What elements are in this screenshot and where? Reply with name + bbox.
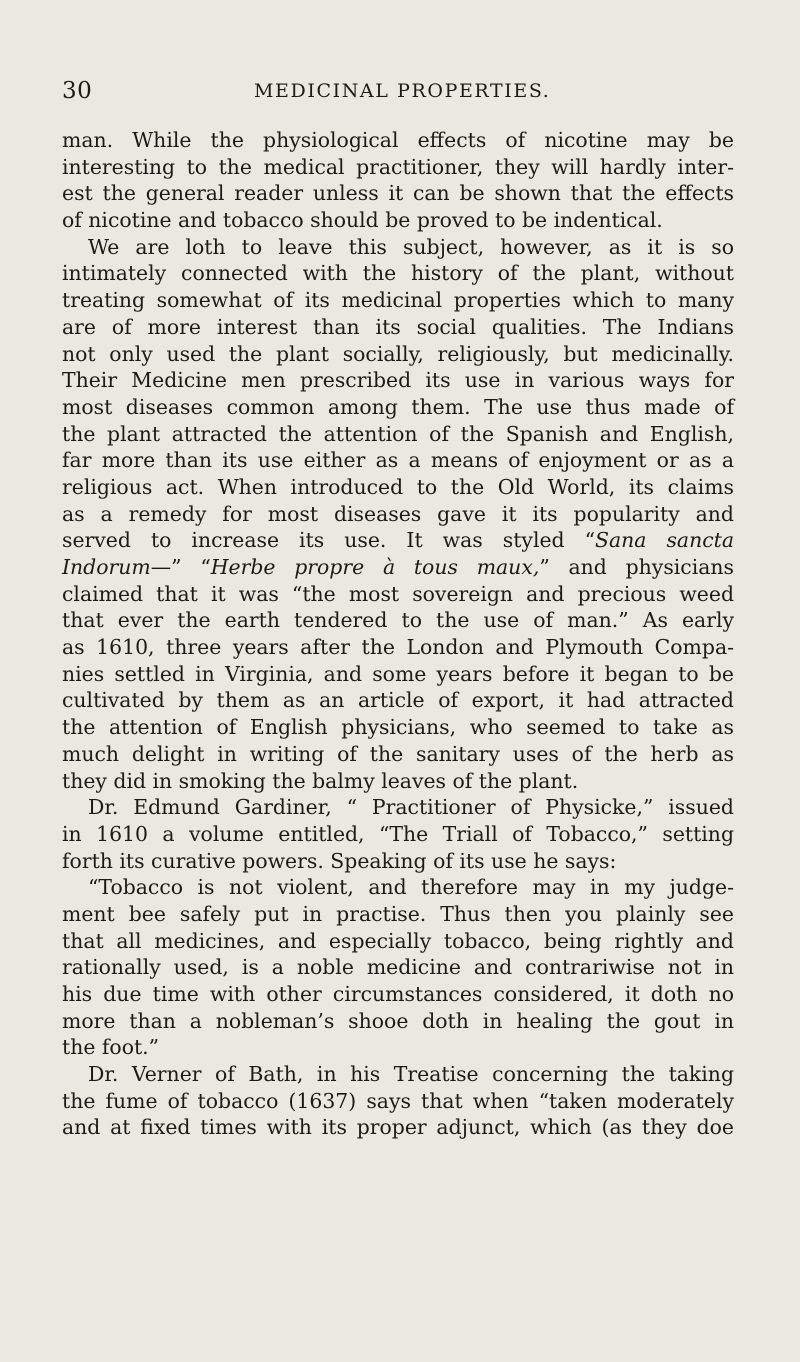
text-line: intimately connected with the history of the plant, without <box>62 261 734 286</box>
text-line: in 1610 a volume entitled, “The Triall of Tobacco,” setting <box>62 821 734 846</box>
text-line: as a remedy for most diseases gave it its popularity and <box>62 501 734 526</box>
text-line: Their Medicine men prescribed its use in various ways for <box>62 368 734 393</box>
text-line: rationally used, is a noble medicine and contrariwise not in <box>62 955 734 980</box>
text-line: ment bee safely put in practise. Thus then you plainly see <box>62 901 734 926</box>
page-header <box>62 78 722 110</box>
text-line: and at fixed times with its proper adjunct, which (as they doe <box>62 1115 734 1140</box>
text-line: are of more interest than its social qualities. The Indians <box>62 314 734 339</box>
text-line: that all medicines, and especially tobacco, being rightly and <box>62 928 734 953</box>
text-line: religious act. When introduced to the Old World, its claims <box>62 474 734 499</box>
text-line: est the general reader unless it can be shown that the effects <box>62 181 734 206</box>
text-line: the attention of English physicians, who seemed to take as <box>62 715 734 740</box>
text-line: forth its curative powers. Speaking of its use he says: <box>62 848 617 873</box>
text-line: the fume of tobacco (1637) says that when “taken moderately <box>62 1088 734 1113</box>
running-head: MEDICINAL PROPERTIES. <box>254 80 551 102</box>
text-line: nies settled in Virginia, and some years before it began to be <box>62 661 734 686</box>
text-line: Dr. Edmund Gardiner, “ Practitioner of Physicke,” issued <box>88 795 734 820</box>
text-line: “Tobacco is not violent, and therefore may in my judge- <box>88 875 734 900</box>
text-line: that ever the earth tendered to the use of man.” As early <box>62 608 734 633</box>
text-line: the plant attracted the attention of the Spanish and English, <box>62 421 734 446</box>
text-line: as 1610, three years after the London and Plymouth Compa- <box>62 635 734 660</box>
text-line: most diseases common among them. The use thus made of <box>62 394 734 419</box>
text-line: Dr. Verner of Bath, in his Treatise concerning the taking <box>88 1062 734 1087</box>
text-line: cultivated by them as an article of export, it had attracted <box>62 688 734 713</box>
text-line: the foot.” <box>62 1035 160 1060</box>
text-line: they did in smoking the balmy leaves of the plant. <box>62 768 579 793</box>
text-line: man. While the physiological effects of nicotine may be <box>62 128 734 152</box>
text-line: interesting to the medical practitioner, they will hardly inter- <box>62 154 734 179</box>
text-line: much delight in writing of the sanitary uses of the herb as <box>62 741 734 766</box>
page-number: 30 <box>62 78 93 104</box>
text-line: his due time with other circumstances considered, it doth no <box>62 982 734 1006</box>
body-text <box>62 127 734 1141</box>
text-line: of nicotine and tobacco should be proved to be indentical. <box>62 208 663 233</box>
text-line: Indorum—” “Herbe propre à tous maux,” and physicians <box>62 555 734 579</box>
text-line: claimed that it was “the most sovereign and precious weed <box>62 581 734 606</box>
text-line: treating somewhat of its medicinal properties which to many <box>62 288 734 313</box>
text-line: We are loth to leave this subject, however, as it is so <box>88 234 734 259</box>
text-line: served to increase its use. It was styled “Sana sancta <box>62 528 734 553</box>
text-line: far more than its use either as a means of enjoyment or as a <box>62 448 734 473</box>
text-line: more than a nobleman’s shooe doth in healing the gout in <box>62 1008 734 1033</box>
text-line: not only used the plant socially, religiously, but medicinally. <box>62 341 734 366</box>
